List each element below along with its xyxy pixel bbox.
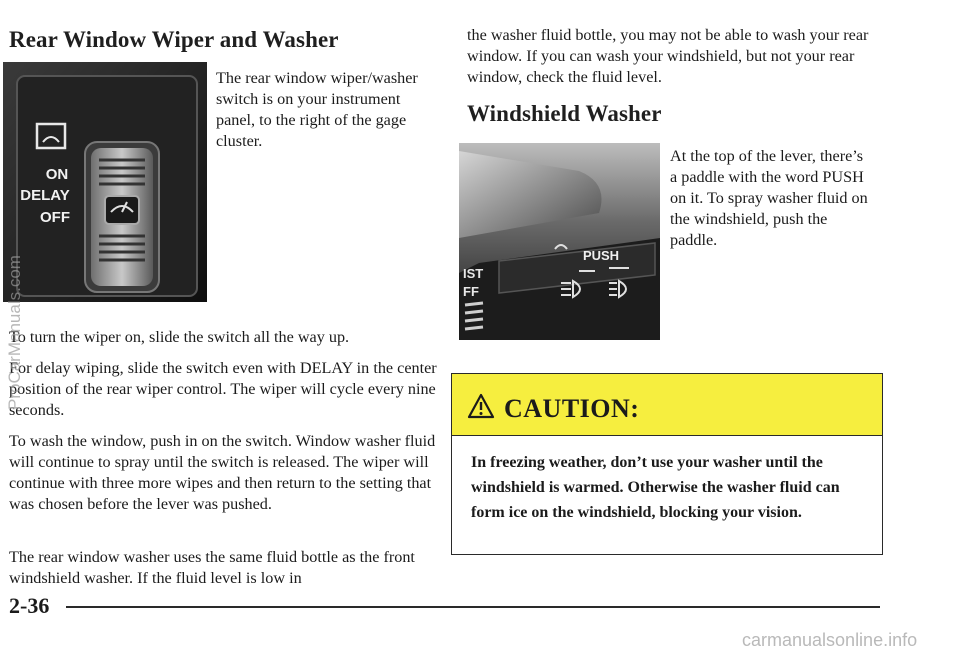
- rear-wiper-para-delay: For delay wiping, slide the switch even with DELAY in the center position of the rear wiper control. The wiper will cycle every nine seconds.: [9, 359, 437, 419]
- lever-label-ff: FF: [463, 284, 479, 299]
- switch-label-delay: DELAY: [20, 187, 70, 204]
- rear-wiper-switch-photo: [3, 62, 207, 302]
- section-heading-rear-wiper: Rear Window Wiper and Washer: [9, 27, 339, 52]
- windshield-washer-lever-photo: [459, 143, 660, 340]
- switch-label-off: OFF: [40, 209, 70, 226]
- lever-illustration: [459, 143, 660, 340]
- watermark-bottom: carmanualsonline.info: [742, 630, 918, 650]
- caution-box: [451, 373, 883, 555]
- rear-wiper-intro: The rear window wiper/washer switch is on your instrument panel, to the right of the gage cluster.: [216, 69, 418, 150]
- switch-illustration: [3, 62, 207, 302]
- watermark-vertical: ProCarManuals.com: [5, 255, 24, 410]
- footer-rule: [66, 606, 880, 608]
- rear-wiper-para-fluid: The rear window washer uses the same fluid bottle as the front windshield washer. If the fluid level is low in: [9, 548, 415, 587]
- lever-label-push: PUSH: [582, 248, 620, 263]
- caution-text: In freezing weather, don’t use your washer until the windshield is warmed. Otherwise the washer fluid can form ice on the windshield, blocking your vision.: [471, 454, 840, 521]
- lever-label-ist: IST: [463, 266, 484, 281]
- rear-wiper-para-continued: the washer fluid bottle, you may not be able to wash your rear window. If you can wash your windshield, but not your rear window, check the fluid level.: [467, 26, 869, 86]
- rear-wiper-para-turn-on: To turn the wiper on, slide the switch all the way up.: [9, 328, 350, 346]
- caution-title: CAUTION:: [504, 394, 640, 423]
- windshield-washer-instructions: At the top of the lever, there’s a paddle with the word PUSH on it. To spray washer fluid on the windshield, push the paddle.: [670, 147, 868, 249]
- rear-wiper-para-wash: To wash the window, push in on the switch. Window washer fluid will continue to spray until the switch is released. The wiper will continue with three more wipes and then return to the setting that was chosen before the lever was pushed.: [9, 432, 436, 513]
- switch-label-on: ON: [45, 166, 69, 183]
- caution-header-band: [452, 374, 882, 436]
- warning-triangle-icon: [467, 393, 495, 419]
- section-heading-windshield-washer: Windshield Washer: [467, 101, 662, 126]
- page-number: 2-36: [9, 593, 50, 618]
